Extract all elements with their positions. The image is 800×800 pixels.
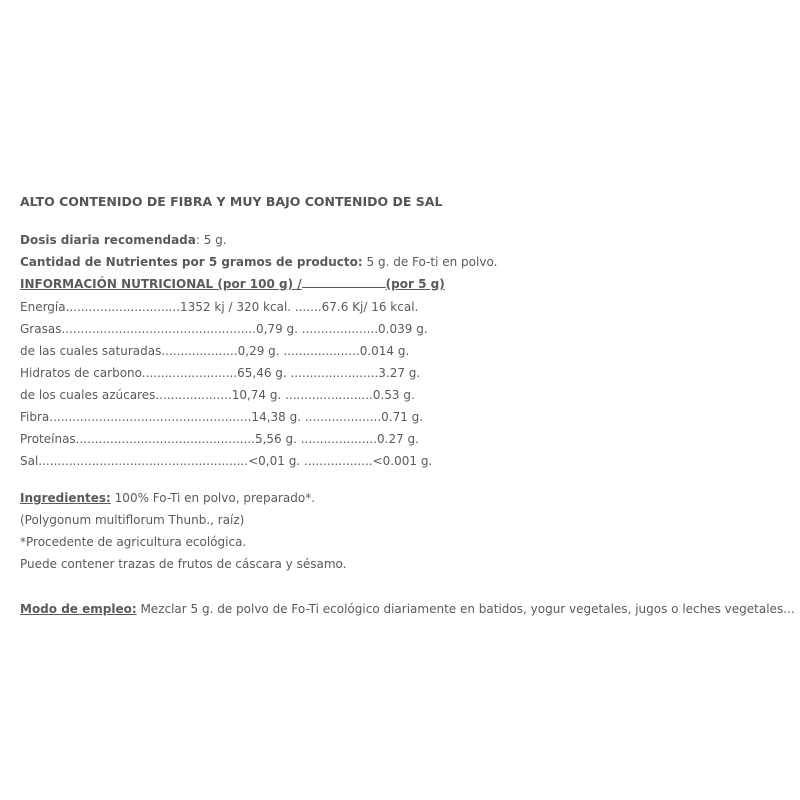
modo-label: Modo de empleo:: [20, 602, 137, 616]
ingredientes-line: [20, 490, 315, 506]
nutrition-row-grasas: Grasas...................................................0,79 g. ....................0.039 g.: [20, 322, 428, 336]
info-title-line: [20, 276, 445, 292]
ingredient-line-allergens: Puede contener trazas de frutos de cáscara y sésamo.: [20, 557, 347, 571]
modo-value: Mezclar 5 g. de polvo de Fo-Ti ecológico diariamente en batidos, yogur vegetales, jugos o leches vegetales...: [136, 602, 795, 616]
nutrition-row-proteinas: Proteínas...............................................5,56 g. ....................0.27 g.: [20, 432, 419, 446]
nutrition-row-hidratos: Hidratos de carbono.........................65,46 g. .......................3.27 g.: [20, 366, 421, 380]
info-per5: (por 5 g): [385, 277, 445, 291]
dosis-label: Dosis diaria recomendada: [20, 233, 196, 247]
ingredient-line-organic: *Procedente de agricultura ecológica.: [20, 535, 247, 549]
dosis-value: : 5 g.: [195, 233, 227, 247]
cantidad-value: 5 g. de Fo-ti en polvo.: [362, 255, 498, 269]
cantidad-label: Cantidad de Nutrientes por 5 gramos de producto:: [20, 255, 363, 269]
headline: ALTO CONTENIDO DE FIBRA Y MUY BAJO CONTENIDO DE SAL: [20, 194, 443, 209]
nutrition-row-fibra: Fibra.....................................................14,38 g. ....................0.71 g.: [20, 410, 424, 424]
ingredient-line-botanical: (Polygonum multiflorum Thunb., raíz): [20, 513, 245, 527]
info-title: INFORMACIÓN NUTRICIONAL (por 100 g) /: [20, 277, 302, 291]
nutrition-row-sal: Sal.......................................................<0,01 g. ..................<0.001 g.: [20, 454, 433, 468]
ingredientes-label: Ingredientes:: [20, 491, 111, 505]
dosis-line: [20, 232, 227, 248]
info-underline-gap: [302, 276, 386, 288]
ingredientes-value: 100% Fo-Ti en polvo, preparado*.: [110, 491, 316, 505]
nutrition-row-energia: Energía..............................1352 kj / 320 kcal. .......67.6 Kj/ 16 kcal.: [20, 300, 419, 314]
nutrition-row-saturadas: de las cuales saturadas....................0,29 g. ....................0.014 g.: [20, 344, 410, 358]
cantidad-line: [20, 254, 497, 270]
nutrition-row-azucares: de los cuales azúcares....................10,74 g. .......................0.53 g.: [20, 388, 415, 402]
modo-line: [20, 601, 795, 617]
